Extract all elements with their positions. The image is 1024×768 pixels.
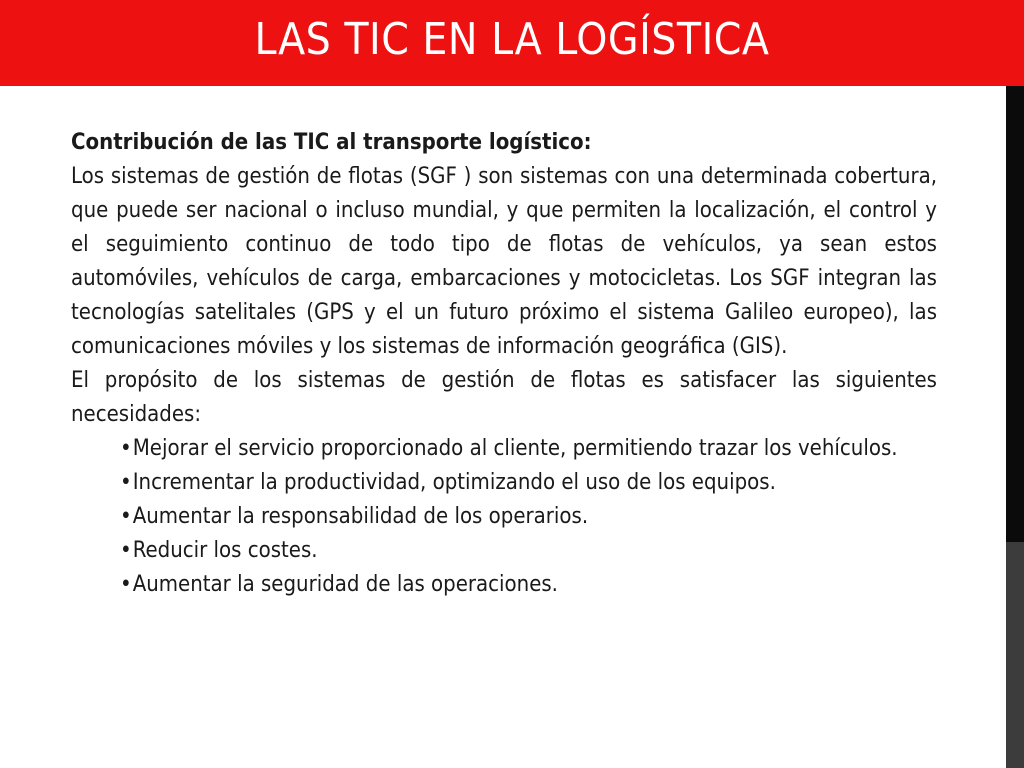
bullet-icon: •: [120, 470, 132, 495]
paragraph-purpose: El propósito de los sistemas de gestión de flotas es satisfacer las siguientes necesidades:: [71, 368, 937, 427]
list-item: [71, 568, 937, 602]
list-item: [71, 534, 937, 568]
bullet-icon: •: [120, 572, 132, 597]
list-item: [71, 432, 937, 466]
side-strip-bottom: [1006, 542, 1024, 768]
list-item: [71, 466, 937, 500]
list-item-text: Mejorar el servicio proporcionado al cliente, permitiendo trazar los vehículos.: [132, 436, 898, 461]
section-heading: Contribución de las TIC al transporte logístico:: [71, 130, 592, 155]
slide-content: [71, 126, 937, 602]
side-strip-top: [1006, 86, 1024, 542]
bullet-icon: •: [120, 436, 132, 461]
title-bar: [0, 0, 1024, 86]
list-item-text: Incrementar la productividad, optimizando el uso de los equipos.: [132, 470, 776, 495]
list-item-text: Aumentar la responsabilidad de los operarios.: [132, 504, 589, 529]
list-item-text: Reducir los costes.: [132, 538, 318, 563]
list-item: [71, 500, 937, 534]
paragraph-sgf: Los sistemas de gestión de flotas (SGF ) son sistemas con una determinada cobertura, que puede ser nacional o incluso mundial, y que permiten la localización, el control y el seguimiento continuo de todo tipo de flotas de vehículos, ya sean estos automóviles, vehículos de carga, embarcaciones y motocicletas. Los SGF integran las tecnologías satelitales (GPS y el un futuro próximo el sistema Galileo europeo), las comunicaciones móviles y los sistemas de información geográfica (GIS).: [71, 164, 937, 359]
bullet-icon: •: [120, 538, 132, 563]
bullet-icon: •: [120, 504, 132, 529]
list-item-text: Aumentar la seguridad de las operaciones.: [132, 572, 558, 597]
needs-list: [71, 432, 937, 602]
slide-title: LAS TIC EN LA LOGÍSTICA: [254, 13, 770, 65]
